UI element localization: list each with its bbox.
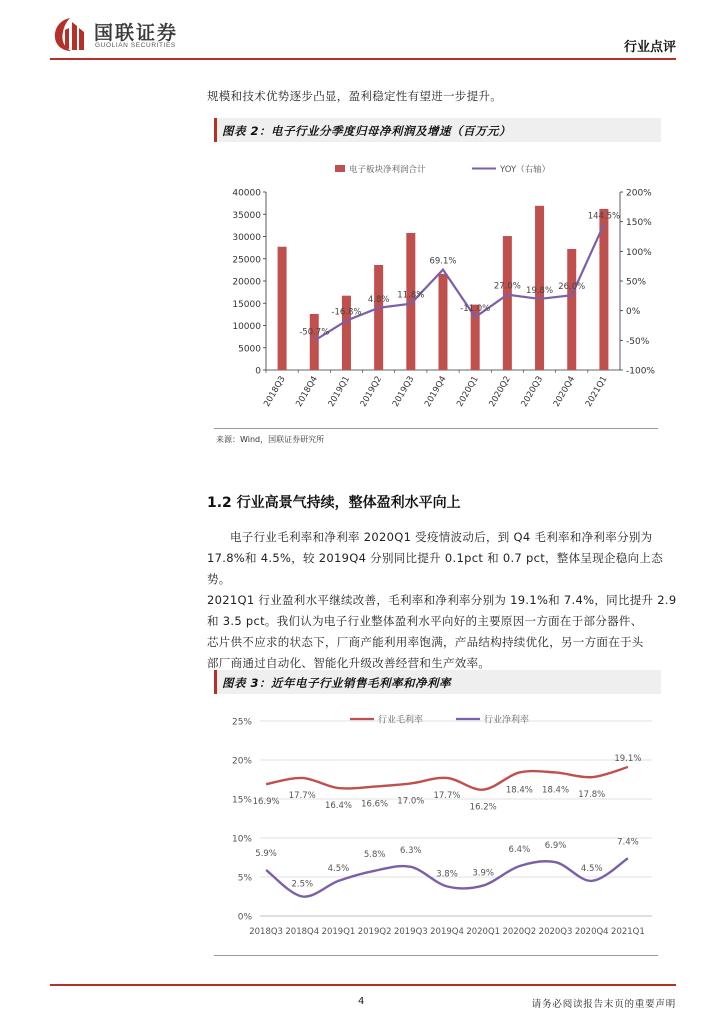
yoy-data-label: 19.8% [526,285,554,296]
right-tick-label: 200% [626,188,652,199]
gross-margin-label: 17.8% [578,790,606,801]
bar [278,247,287,370]
body-line: 2021Q1 行业盈利水平继续改善，毛利率和净利率分别为 19.1%和 7.4%，同比提升 2.9 [207,593,677,607]
yoy-data-label: -16.8% [331,307,362,318]
net-margin-label: 4.5% [327,863,350,874]
figure2-source: 来源：Wind，国联证券研究所 [216,435,325,444]
figure3-bottom-line [214,955,658,956]
yoy-data-label: 11.8% [397,290,425,301]
right-tick-label: 150% [626,218,652,229]
net-margin-label: 3.8% [436,869,458,880]
x-tick-label: 2019Q2 [358,374,385,409]
y-tick-label: 15% [231,795,252,806]
right-tick-label: 100% [626,247,652,258]
bar [567,249,576,370]
gross-margin-label: 18.4% [542,785,570,796]
logo-name: 国联证券 [94,22,179,44]
yoy-data-label: -50.7% [299,327,330,338]
x-tick-label: 2019Q3 [390,374,417,409]
chart-margins [214,700,658,950]
net-margin-label: 6.9% [544,841,567,852]
net-margin-label: 4.5% [580,863,603,874]
yoy-data-label: -11.0% [460,304,491,315]
right-tick-label: -50% [626,336,650,347]
body-line: 和 3.5 pct。我们认为电子行业整体盈利水平向好的主要原因一方面在于部分器件、 [207,614,643,628]
left-tick-label: 35000 [232,210,261,221]
x-tick-label: 2019Q2 [357,927,392,937]
body-paragraph [207,527,677,674]
chart-net-profit [214,145,658,430]
gross-margin-label: 17.0% [397,796,425,807]
body-line: 芯片供不应求的状态下，厂商产能利用率饱满，产品结构持续优化，另一方面在于头 [207,635,644,649]
yoy-data-label: 4.8% [367,294,390,305]
x-tick-label: 2020Q4 [574,927,609,937]
left-tick-label: 20000 [232,277,261,288]
yoy-data-label: 27.0% [493,281,521,292]
left-tick-label: 0 [255,366,261,377]
x-tick-label: 2020Q3 [538,927,573,937]
net-margin-label: 6.3% [400,845,422,856]
net-margin-label: 5.8% [363,849,386,860]
bar [310,314,319,370]
x-tick-label: 2019Q1 [321,927,356,937]
gross-margin-label: 17.7% [433,790,461,801]
y-tick-label: 10% [231,834,252,845]
gross-margin-label: 19.1% [614,754,642,765]
x-tick-label: 2021Q1 [611,927,645,937]
x-tick-label: 2021Q1 [583,374,610,409]
paragraph-continuation: 规模和技术优势逐步凸显，盈利稳定性有望进一步提升。 [207,89,502,103]
net-margin-label: 6.4% [508,845,531,856]
x-tick-label: 2018Q4 [285,927,320,937]
bar [503,236,512,370]
x-tick-label: 2019Q4 [430,927,464,937]
y-tick-label: 5% [237,873,252,884]
right-tick-label: -100% [626,366,655,377]
left-tick-label: 15000 [232,299,261,310]
legend-gross-label: 行业毛利率 [378,715,424,726]
yoy-data-label: 144.5% [587,211,621,222]
gross-margin-label: 16.6% [361,799,389,810]
x-tick-label: 2020Q3 [519,374,546,409]
gross-margin-line [266,767,628,790]
page-number: 4 [358,996,365,1007]
yoy-data-label: 26.0% [558,282,586,293]
x-tick-label: 2019Q3 [393,927,428,937]
x-tick-label: 2020Q2 [502,927,537,937]
x-tick-label: 2020Q1 [455,374,481,409]
gross-margin-label: 16.2% [469,802,497,813]
legend-net-label: 行业净利率 [484,715,530,726]
x-tick-label: 2020Q4 [551,374,578,409]
left-tick-label: 40000 [232,188,261,199]
net-margin-label: 2.5% [291,879,314,890]
yoy-data-label: 69.1% [429,256,457,267]
figure2-title: 图表 2：电子行业分季度归母净利润及增速（百万元） [222,124,512,138]
x-tick-label: 2020Q1 [466,927,501,937]
doc-type: 行业点评 [623,40,676,55]
disclaimer-note: 请务必阅读报告末页的重要声明 [531,999,676,1010]
y-tick-label: 25% [231,717,252,728]
logo-english: GUOLIAN SECURITIES [95,42,176,49]
y-tick-label: 0% [237,912,252,923]
left-tick-label: 5000 [238,344,261,355]
x-tick-label: 2019Q1 [326,374,353,409]
x-tick-label: 2018Q4 [294,374,320,409]
x-tick-label: 2020Q2 [487,374,513,409]
body-line: 电子行业毛利率和净利率 2020Q1 受疫情波动后，到 Q4 毛利率和净利率分别为 [230,530,653,544]
net-margin-label: 5.9% [255,848,277,859]
gross-margin-label: 17.7% [288,790,316,801]
footer-divider [50,984,676,986]
y-tick-label: 20% [231,756,252,767]
figure3-title: 图表 3：近年电子行业销售毛利率和净利率 [222,676,452,690]
net-margin-label: 7.4% [617,837,639,848]
right-tick-label: 50% [626,277,647,288]
figure2-bottom-line [214,428,658,429]
body-line: 17.8%和 4.5%，较 2019Q4 分别同比提升 0.1pct 和 0.7 pct，整体呈现企稳向上态势。 [207,551,664,586]
bar [439,274,448,370]
gross-margin-label: 16.4% [324,801,352,812]
left-tick-label: 30000 [232,233,261,243]
header [0,0,724,70]
x-tick-label: 2019Q4 [423,374,449,409]
section-heading: 1.2 行业高景气持续，整体盈利水平向上 [207,495,461,511]
gross-margin-label: 18.4% [505,785,533,796]
net-margin-label: 3.9% [472,868,494,879]
bar [374,265,383,370]
legend-bar-swatch [335,165,345,172]
header-divider [50,58,676,60]
body-line: 部厂商通过自动化、智能化升级改善经营和生产效率。 [207,656,491,670]
x-tick-label: 2018Q3 [262,374,288,409]
right-tick-label: 0% [626,307,641,318]
legend-bar-label: 电子板块净利润合计 [349,165,426,175]
left-tick-label: 25000 [232,255,261,266]
guolian-logo-icon [50,16,90,52]
x-tick-label: 2018Q3 [249,927,283,937]
gross-margin-label: 16.9% [252,797,280,808]
legend-line-label: YOY（右轴） [500,165,551,175]
left-tick-label: 10000 [232,322,261,332]
